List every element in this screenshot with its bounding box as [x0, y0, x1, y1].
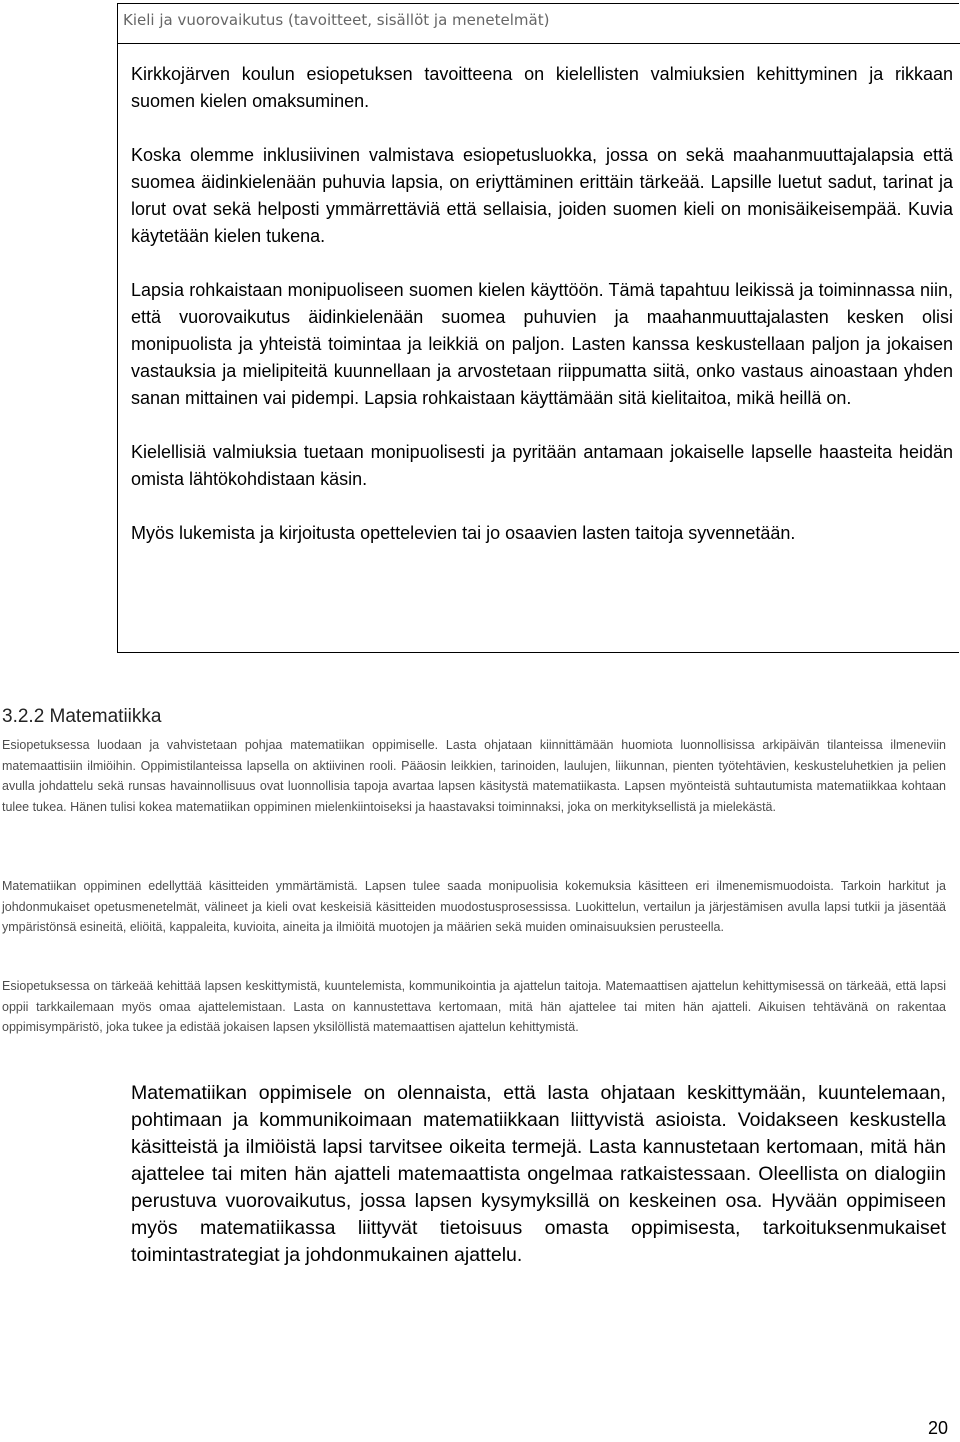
box-paragraph: Koska olemme inklusiivinen valmistava esiopetusluokka, jossa on sekä maahanmuuttajalapsia että suomea äidinkielenään puhuvia lapsia, on eriyttäminen erittäin tärkeää. Lapsille luetut sadut, tarinat ja lorut ovat sekä helposti ymmärrettäviä että sellaisia, joiden suomen kieli on monisäikeisempää. Kuvia käytetään kielen tukena. — [131, 145, 953, 246]
box-paragraph: Lapsia rohkaistaan monipuoliseen suomen kielen käyttöön. Tämä tapahtuu leikissä ja toiminnassa niin, että vuorovaikutus äidinkielenään suomea puhuvien ja maahanmuuttajalasten kesken olisi monipuolista ja yhteistä toimintaa ja leikkiä on paljon. Lasten kanssa keskustellaan paljon ja jokaisen vastauksia ja mielipiteitä kuunnellaan ja arvostetaan riippumatta siitä, onko vastaus ainoastaan yhden sanan mittainen vai pidempi. Lapsia rohkaistaan käyttämään sitä kielitaitoa, mikä heillä on. — [131, 280, 953, 408]
main-paragraph: Matematiikan oppimisele on olennaista, että lasta ohjataan keskittymään, kuuntelemaan, pohtimaan ja kommunikoimaan matematiikkaan liittyvistä asioista. Voidakseen keskustella käsitteistä ja ilmiöistä lapsi tarvitsee oikeita termejä. Lasta kannustetaan kertomaan, mitä hän ajattelee tai miten hän ajatteli matemaattista ongelmaa ratkaistessaan. Oleellista on dialogiin perustuva vuorovaikutus, jossa lapsen kysymyksillä on keskeinen osa. Hyvään oppimiseen myös matematiikassa liittyvät tietoisuus omasta oppimisesta, tarkoituksenmukaiset toimintastrategiat ja johdonmukainen ajattelu. — [131, 1082, 946, 1266]
small-paragraph: Esiopetuksessa on tärkeää kehittää lapsen keskittymistä, kuuntelemista, kommunikointia ja ajattelun taitoja. Matemaattisen ajattelun kehittymisessä on tärkeää, että lapsi oppii tarkkailemaan myös omaa ajattelemistaan. Lasta on kannustettava kertomaan, mitä hän ajattelee tai miten hän ajatteli. Aikuisen tehtävänä on rakentaa oppimisympäristö, joka tukee ja edistää jokaisen lapsen yksilöllistä matemaattisen ajattelun kehittymistä. — [2, 979, 946, 1034]
objectives-box — [117, 3, 959, 653]
section-title: 3.2.2 Matematiikka — [2, 706, 162, 727]
box-paragraph: Kielellisiä valmiuksia tuetaan monipuolisesti ja pyritään antamaan jokaiselle lapselle haasteita heidän omista lähtökohdistaan käsin. — [131, 442, 953, 489]
box-paragraph: Kirkkojärven koulun esiopetuksen tavoitteena on kielellisten valmiuksien kehittyminen ja rikkaan suomen kielen omaksuminen. — [131, 64, 953, 111]
box-body — [131, 61, 953, 547]
box-header-title: Kieli ja vuorovaikutus (tavoitteet, sisällöt ja menetelmät) — [123, 11, 550, 29]
box-header — [118, 4, 960, 44]
small-paragraph-2 — [2, 876, 946, 938]
small-paragraph-3 — [2, 976, 946, 1038]
page-number: 20 — [927, 1418, 948, 1438]
small-paragraph: Matematiikan oppiminen edellyttää käsitteiden ymmärtämistä. Lapsen tulee saada monipuolisia kokemuksia käsitteen eri ilmenemismuodoista. Tarkoin harkitut ja johdonmukaiset opetusmenetelmät, välineet ja kieli ovat keskeisiä käsitteiden muodostusprosessissa. Luokittelun, vertailun ja järjestämisen avulla lapsi tutkii ja jäsentää ympäristönsä esineitä, eliöitä, kappaleita, kuvioita, aineita ja ilmiöitä muotojen ja määrien sekä muiden ominaisuuksien perusteella. — [2, 879, 946, 934]
small-paragraph-1 — [2, 735, 946, 817]
box-paragraph: Myös lukemista ja kirjoitusta opettelevien tai jo osaavien lasten taitoja syvennetään. — [131, 523, 796, 543]
main-paragraph-block — [131, 1080, 946, 1269]
small-paragraph: Esiopetuksessa luodaan ja vahvistetaan pohjaa matematiikan oppimiselle. Lasta ohjataan kiinnittämään huomiota luonnollisissa arkipäivän tilanteissa ilmeneviin matemaattisiin ilmiöihin. Oppimistilanteissa lapsella on aktiivinen rooli. Pääosin leikkien, tarinoiden, laulujen, liikunnan, pienten työtehtävien, keskusteluhetkien ja pelien avulla johdattelu sekä runsas havainnollisuus ovat luonnollisia tapoja avartaa lapsen käsitystä matematiikasta. Lapsen myönteistä suhtautumista matematiikkaa kohtaan tulee tukea. Hänen tulisi kokea matematiikan oppiminen mielenkiintoiseksi ja haastavaksi toiminnaksi, joka on merkityksellistä ja mielekästä. — [2, 738, 946, 814]
